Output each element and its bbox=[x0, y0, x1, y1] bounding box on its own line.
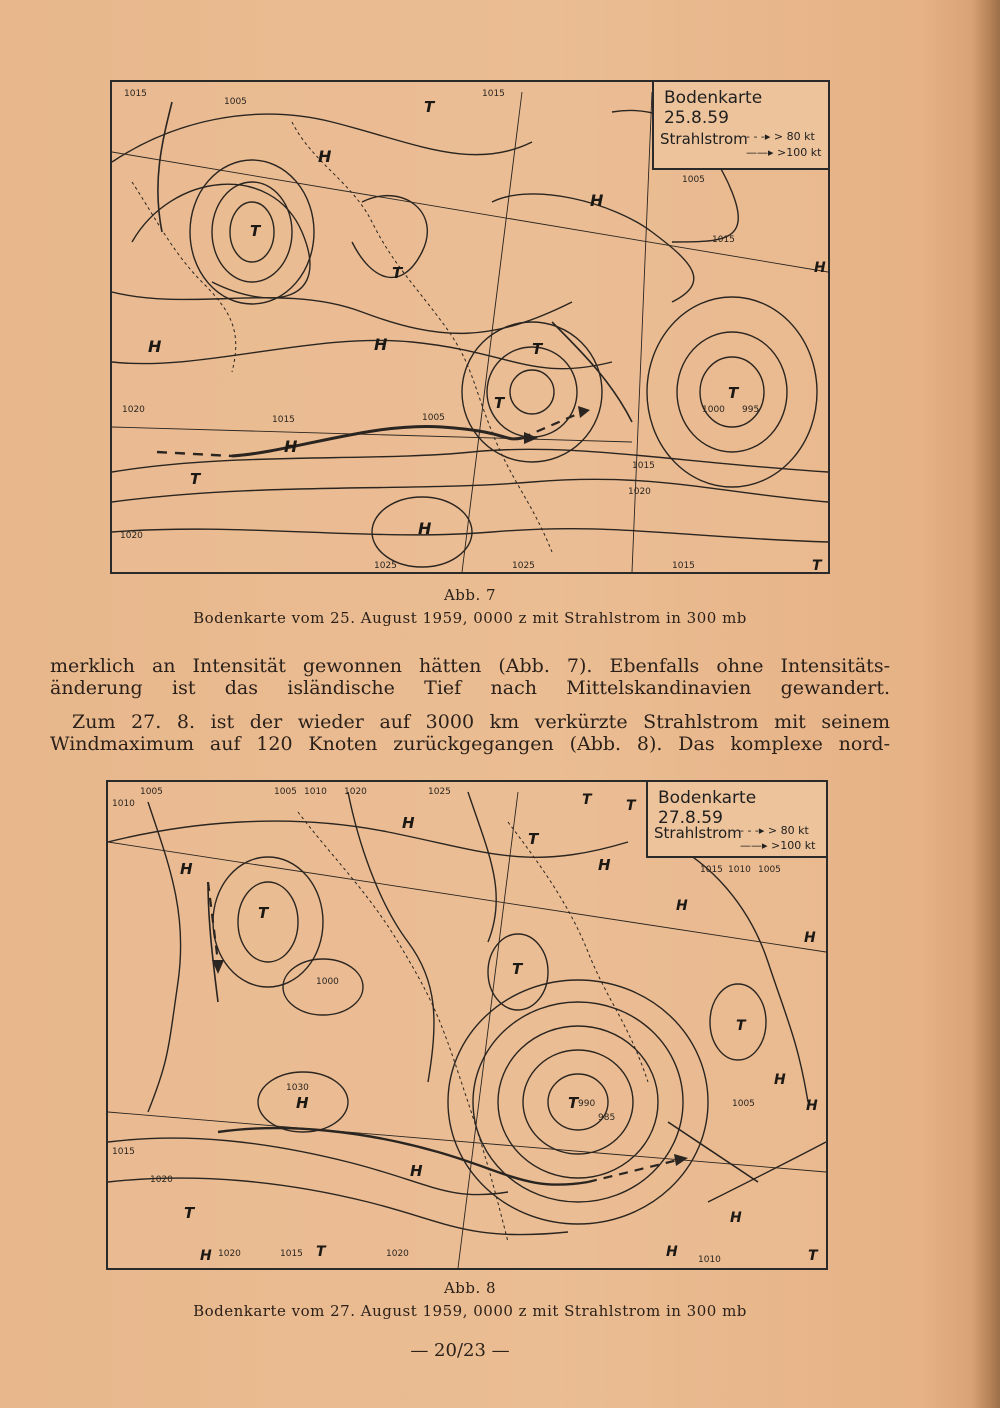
high-pressure-symbol: H bbox=[418, 519, 432, 538]
pressure-label: 1020 bbox=[628, 487, 651, 497]
pressure-label: 1030 bbox=[286, 1083, 309, 1093]
isobar bbox=[510, 370, 554, 414]
meridian bbox=[458, 792, 518, 1268]
isobar bbox=[352, 196, 427, 278]
pressure-label: 1015 bbox=[632, 461, 655, 471]
high-pressure-symbol: H bbox=[814, 260, 826, 276]
figure-7-number: Abb. 7 bbox=[443, 586, 497, 604]
weather-map-figure-7 bbox=[110, 80, 830, 574]
high-pressure-symbol: H bbox=[676, 898, 688, 914]
pressure-label: 1025 bbox=[512, 561, 535, 571]
pressure-label: 995 bbox=[742, 405, 760, 415]
isobar bbox=[112, 292, 572, 333]
body-line-3: Zum 27. 8. ist der wieder auf 3000 km verkürzte Strahlstrom mit seinem bbox=[72, 711, 890, 733]
figure-8-caption: Bodenkarte vom 27. August 1959, 0000 z mit Strahlstrom in 300 mb bbox=[193, 1302, 747, 1320]
pressure-label: 1005 bbox=[274, 787, 297, 797]
isobar bbox=[213, 857, 323, 987]
high-pressure-symbol: H bbox=[730, 1210, 742, 1226]
high-pressure-symbol: H bbox=[180, 860, 193, 878]
isobar bbox=[708, 1142, 826, 1202]
low-pressure-symbol: T bbox=[250, 222, 261, 240]
low-pressure-symbol: T bbox=[736, 1018, 746, 1034]
pressure-label: 1005 bbox=[140, 787, 163, 797]
pressure-label: 1010 bbox=[112, 799, 135, 809]
isobar bbox=[108, 1178, 568, 1235]
isobar bbox=[108, 821, 628, 857]
legend-jet-label: Strahlstrom bbox=[660, 130, 748, 148]
pressure-label: 1015 bbox=[112, 1147, 135, 1157]
meridian bbox=[112, 152, 828, 272]
pressure-label: 1020 bbox=[150, 1175, 173, 1185]
pressure-label: 1015 bbox=[672, 561, 695, 571]
jet-stream-dashed-2 bbox=[522, 412, 582, 438]
weather-front bbox=[158, 102, 172, 232]
pressure-label: 990 bbox=[578, 1099, 596, 1109]
legend-row-80kt: - - -▸ > 80 kt bbox=[746, 130, 815, 143]
high-pressure-symbol: H bbox=[318, 147, 332, 166]
jet-arrowhead bbox=[524, 432, 538, 444]
high-pressure-symbol: H bbox=[296, 1094, 309, 1112]
pressure-label: 1020 bbox=[120, 531, 143, 541]
pressure-label: 1025 bbox=[374, 561, 397, 571]
low-pressure-symbol: T bbox=[424, 98, 435, 116]
pressure-label: 1005 bbox=[682, 175, 705, 185]
isobar bbox=[348, 792, 434, 1082]
isobar bbox=[492, 194, 694, 302]
page-edge-shadow bbox=[972, 0, 1000, 1408]
low-pressure-symbol: T bbox=[626, 798, 636, 814]
isobar bbox=[283, 959, 363, 1015]
body-line-4: Windmaximum auf 120 Knoten zurückgegangen (Abb. 8). Das komplexe nord- bbox=[50, 733, 890, 755]
legend-title: Bodenkarte 25.8.59 bbox=[664, 88, 763, 128]
meridian bbox=[462, 92, 522, 572]
low-pressure-symbol: T bbox=[316, 1244, 326, 1260]
pressure-label: 985 bbox=[598, 1113, 616, 1123]
high-pressure-symbol: H bbox=[804, 930, 816, 946]
figure-7-caption: Bodenkarte vom 25. August 1959, 0000 z mit Strahlstrom in 300 mb bbox=[193, 609, 747, 627]
pressure-label: 1010 bbox=[304, 787, 327, 797]
pressure-label: 1000 bbox=[316, 977, 339, 987]
low-pressure-symbol: T bbox=[190, 470, 201, 488]
meridian bbox=[632, 92, 652, 572]
isobar bbox=[112, 479, 828, 502]
high-pressure-symbol: H bbox=[402, 814, 415, 832]
legend-row-100kt: ——▸ >100 kt bbox=[740, 839, 816, 852]
high-pressure-symbol: H bbox=[590, 191, 604, 210]
low-pressure-symbol: T bbox=[494, 394, 505, 412]
legend-jet-label: Strahlstrom bbox=[654, 824, 742, 842]
isobar bbox=[108, 1138, 508, 1195]
coastline bbox=[292, 122, 552, 552]
legend-row-100kt: ——▸ >100 kt bbox=[746, 146, 822, 159]
low-pressure-symbol: T bbox=[532, 340, 543, 358]
high-pressure-symbol: H bbox=[774, 1072, 786, 1088]
pressure-label: 1005 bbox=[224, 97, 247, 107]
low-pressure-symbol: T bbox=[258, 904, 269, 922]
low-pressure-symbol: T bbox=[512, 960, 523, 978]
low-pressure-symbol: T bbox=[528, 830, 539, 848]
high-pressure-symbol: H bbox=[806, 1098, 818, 1114]
pressure-label: 1020 bbox=[218, 1249, 241, 1259]
high-pressure-symbol: H bbox=[374, 335, 388, 354]
pressure-label: 1015 bbox=[124, 89, 147, 99]
high-pressure-symbol: H bbox=[148, 337, 162, 356]
low-pressure-symbol: T bbox=[392, 264, 403, 282]
weather-front bbox=[552, 322, 632, 422]
pressure-label: 1015 bbox=[700, 865, 723, 875]
pressure-label: 1020 bbox=[122, 405, 145, 415]
pressure-label: 1015 bbox=[272, 415, 295, 425]
pressure-label: 1020 bbox=[344, 787, 367, 797]
pressure-label: 1005 bbox=[422, 413, 445, 423]
pressure-label: 1015 bbox=[712, 235, 735, 245]
pressure-label: 1000 bbox=[702, 405, 725, 415]
isobar bbox=[487, 347, 577, 437]
jet-arrowhead bbox=[578, 406, 590, 418]
pressure-label: 1005 bbox=[732, 1099, 755, 1109]
high-pressure-symbol: H bbox=[284, 437, 298, 456]
legend-row-80kt: - - -▸ > 80 kt bbox=[740, 824, 809, 837]
high-pressure-symbol: H bbox=[200, 1248, 212, 1264]
pressure-label: 1005 bbox=[758, 865, 781, 875]
low-pressure-symbol: T bbox=[184, 1204, 195, 1222]
isobar bbox=[238, 882, 298, 962]
meridian bbox=[108, 1112, 826, 1172]
high-pressure-symbol: H bbox=[666, 1244, 678, 1260]
isobar bbox=[468, 792, 496, 942]
body-line-2: änderung ist das isländische Tief nach Mittelskandinavien gewandert. bbox=[50, 677, 890, 699]
page-number: — 20/23 — bbox=[410, 1340, 510, 1361]
meridian bbox=[112, 427, 632, 442]
weather-front bbox=[668, 1122, 758, 1182]
low-pressure-symbol: T bbox=[582, 792, 592, 808]
jet-stream-dashed bbox=[588, 1160, 678, 1182]
map-legend bbox=[646, 780, 828, 858]
low-pressure-symbol: T bbox=[728, 384, 739, 402]
pressure-label: 1015 bbox=[482, 89, 505, 99]
pressure-label: 1015 bbox=[280, 1249, 303, 1259]
figure-8-number: Abb. 8 bbox=[443, 1279, 497, 1297]
high-pressure-symbol: H bbox=[598, 856, 611, 874]
coastline bbox=[508, 822, 648, 1082]
weather-map-figure-8 bbox=[106, 780, 828, 1270]
pressure-label: 1020 bbox=[386, 1249, 409, 1259]
map-legend bbox=[652, 80, 830, 170]
low-pressure-symbol: T bbox=[812, 558, 822, 572]
low-pressure-symbol: T bbox=[568, 1094, 579, 1112]
legend-title: Bodenkarte 27.8.59 bbox=[658, 788, 757, 828]
isobar bbox=[112, 449, 828, 472]
isobar bbox=[112, 529, 828, 542]
pressure-label: 1025 bbox=[428, 787, 451, 797]
jet-stream-dashed bbox=[157, 452, 232, 456]
body-line-1: merklich an Intensität gewonnen hätten (Abb. 7). Ebenfalls ohne Intensitäts- bbox=[50, 655, 890, 677]
low-pressure-symbol: T bbox=[808, 1248, 818, 1264]
pressure-label: 1010 bbox=[698, 1255, 721, 1265]
pressure-label: 1010 bbox=[728, 865, 751, 875]
isobar bbox=[668, 842, 808, 1102]
high-pressure-symbol: H bbox=[410, 1162, 423, 1180]
